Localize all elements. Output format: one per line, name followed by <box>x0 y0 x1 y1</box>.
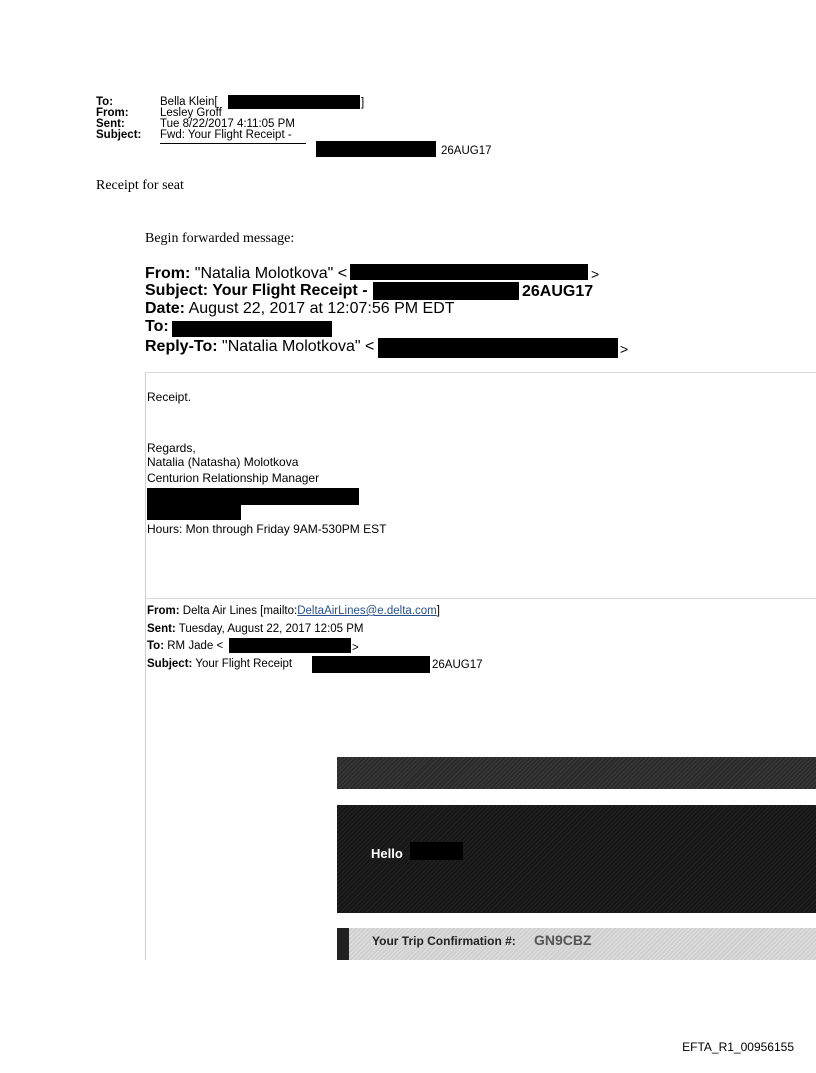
sent-label: Sent: <box>96 118 125 130</box>
redaction-box <box>350 264 588 280</box>
redaction-box <box>316 141 436 157</box>
redaction-box <box>378 338 618 358</box>
fwd-subject-line <box>145 283 368 299</box>
delta-subject-label: Subject: <box>147 658 193 670</box>
redaction-box <box>373 282 519 300</box>
delta-from-label: From: <box>147 605 180 617</box>
fwd-subject-suffix: 26AUG17 <box>522 283 594 300</box>
subject-label: Subject: <box>96 129 142 141</box>
sent-value: Tue 8/22/2017 4:11:05 PM <box>160 118 295 130</box>
hello-text: Hello <box>371 846 403 861</box>
delta-sent-label: Sent: <box>147 623 176 635</box>
fwd-from-value: "Natalia Molotkova" < <box>194 265 348 282</box>
delta-to-label: To: <box>147 640 165 652</box>
redaction-box <box>147 505 241 520</box>
confirmation-accent <box>337 928 349 960</box>
delta-sent-line <box>147 623 364 636</box>
divider <box>145 372 816 373</box>
signature-hours: Hours: Mon through Friday 9AM-530PM EST <box>147 522 387 536</box>
redaction-box <box>172 321 332 337</box>
confirmation-label: Your Trip Confirmation #: <box>372 934 516 948</box>
confirmation-code: GN9CBZ <box>534 932 592 948</box>
delta-to-value: RM Jade < <box>167 640 224 652</box>
divider <box>145 598 816 599</box>
delta-hello-banner <box>337 805 816 913</box>
delta-from-line <box>147 605 440 618</box>
message-line: Receipt. <box>147 390 192 404</box>
signature-name: Natalia (Natasha) Molotkova <box>147 455 299 469</box>
delta-from-value: Delta Air Lines [mailto: <box>182 605 298 617</box>
fwd-replyto-close: > <box>620 341 629 357</box>
subject-value: Fwd: Your Flight Receipt - <box>160 129 292 141</box>
redaction-box <box>229 638 351 653</box>
quote-border <box>145 372 146 960</box>
delta-sent-value: Tuesday, August 22, 2017 12:05 PM <box>178 623 364 635</box>
subject-suffix: 26AUG17 <box>441 145 492 157</box>
delta-subject-suffix: 26AUG17 <box>432 659 483 671</box>
fwd-subject-label: Subject: Your Flight Receipt - <box>145 282 368 299</box>
delta-top-banner <box>337 757 816 789</box>
intro-text: Receipt for seat <box>96 178 184 193</box>
regards-text: Regards, <box>147 441 196 455</box>
fwd-date-line <box>145 301 455 317</box>
begin-forwarded-text: Begin forwarded message: <box>145 231 295 246</box>
delta-email-link[interactable]: DeltaAirLines@e.delta.com <box>297 605 437 617</box>
redaction-box <box>410 842 463 860</box>
fwd-replyto-line <box>145 339 374 355</box>
delta-to-line <box>147 640 223 653</box>
redaction-box <box>228 95 360 109</box>
divider <box>160 143 306 144</box>
fwd-replyto-value: "Natalia Molotkova" < <box>222 338 375 355</box>
delta-subject-line <box>147 658 292 671</box>
delta-to-close: > <box>352 642 359 654</box>
fwd-from-label: From: <box>145 265 191 282</box>
from-label: From: <box>96 107 129 119</box>
fwd-from-line <box>145 266 347 282</box>
from-value: Lesley Groff <box>160 107 222 119</box>
fwd-to-line <box>145 319 169 335</box>
fwd-from-close: > <box>591 266 600 282</box>
signature-title: Centurion Relationship Manager <box>147 471 320 485</box>
fwd-replyto-label: Reply-To: <box>145 338 218 355</box>
confirmation-bar <box>337 928 816 960</box>
to-value: Bella Klein[ <box>160 96 218 108</box>
to-close-bracket: ] <box>361 97 365 109</box>
to-label: To: <box>96 96 114 108</box>
redaction-box <box>312 656 430 673</box>
delta-subject-value: Your Flight Receipt <box>195 658 293 670</box>
redaction-box <box>147 488 359 505</box>
fwd-date-label: Date: <box>145 300 186 317</box>
delta-from-close: ] <box>436 605 440 617</box>
fwd-date-value: August 22, 2017 at 12:07:56 PM EDT <box>188 300 455 317</box>
document-id: EFTA_R1_00956155 <box>682 1040 794 1054</box>
fwd-to-label: To: <box>145 318 169 335</box>
